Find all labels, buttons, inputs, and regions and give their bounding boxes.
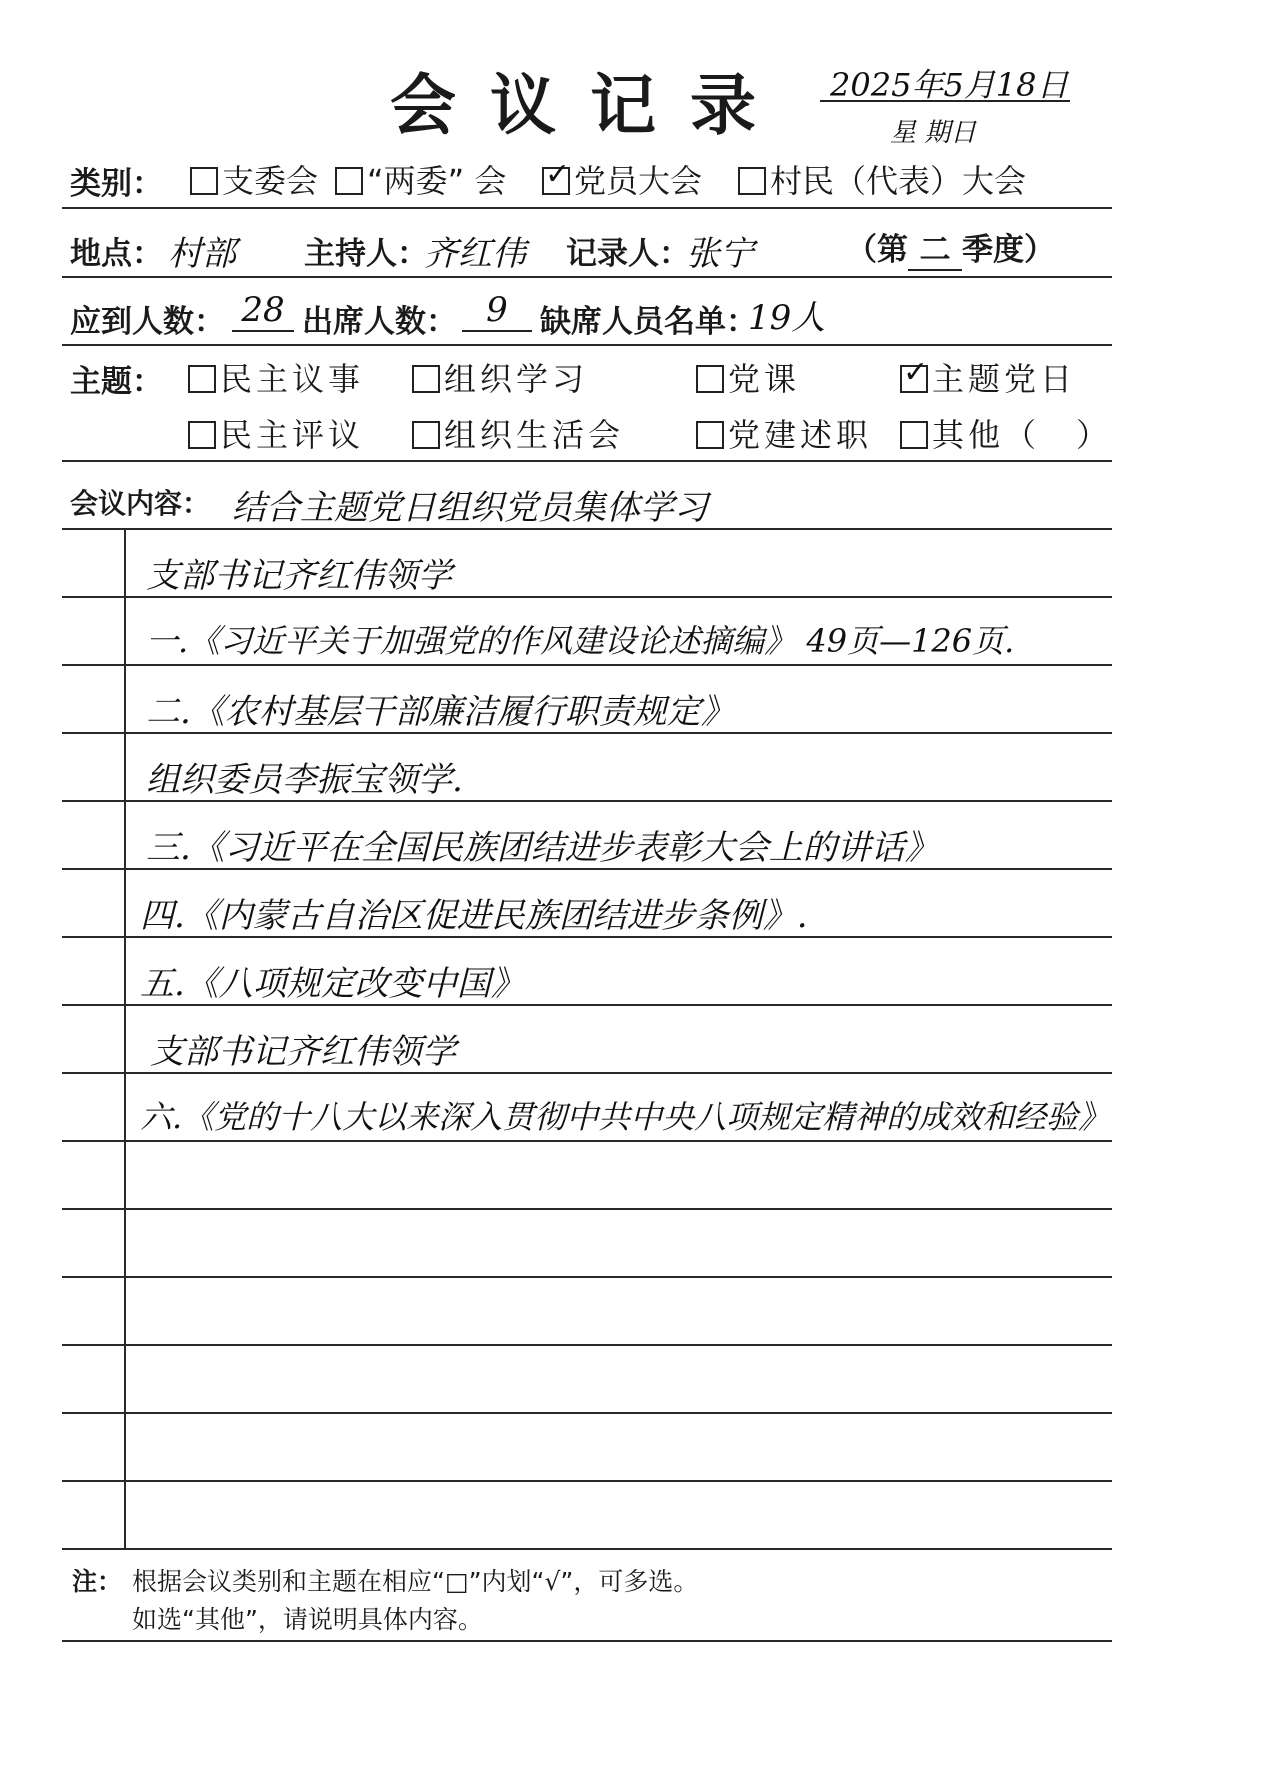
ruled-line (62, 1072, 1112, 1074)
checkbox-icon[interactable] (188, 365, 216, 393)
topic-label: 主题： (70, 364, 163, 400)
topic-option-1[interactable]: 民主议事 (188, 354, 364, 400)
ruled-line (62, 528, 1112, 530)
ruled-line (62, 596, 1112, 598)
expected-value: 28 (232, 290, 294, 332)
content-line: 支部书记齐红伟领学 (150, 1032, 456, 1072)
ruled-line (62, 732, 1112, 734)
checkbox-icon[interactable] (696, 365, 724, 393)
content-line: 结合主题党日组织党员集体学习 (232, 488, 708, 528)
row-divider (62, 207, 1112, 209)
checkbox-icon[interactable] (900, 421, 928, 449)
ruled-line (62, 1276, 1112, 1278)
absent-label: 缺席人员名单： (540, 304, 757, 340)
present-value: 9 (462, 290, 532, 332)
note-line-2: 如选“其他”，请说明具体内容。 (132, 1605, 483, 1634)
host-value: 齐红伟 (424, 234, 526, 274)
location-label: 地点： (70, 236, 163, 272)
category-row (70, 158, 163, 203)
checkbox-icon[interactable] (188, 421, 216, 449)
ruled-line (62, 1140, 1112, 1142)
category-option-2[interactable]: “两委” 会 (335, 156, 506, 202)
topic-option-4[interactable]: ✓ 主题党日 (900, 354, 1076, 400)
checkbox-icon[interactable] (696, 421, 724, 449)
content-line: 组织委员李振宝领学. (146, 760, 463, 800)
content-line: 五.《八项规定改变中国》 (140, 964, 525, 1004)
content-label: 会议内容： (70, 487, 211, 520)
checkbox-icon[interactable] (738, 167, 766, 195)
recorder-label: 记录人： (566, 236, 690, 272)
content-line: 二.《农村基层干部廉洁履行职责规定》 (146, 692, 735, 732)
ruled-line (62, 1344, 1112, 1346)
ruled-line (62, 800, 1112, 802)
present-label: 出席人数： (302, 304, 457, 340)
host-label: 主持人： (304, 236, 428, 272)
content-line: 四.《内蒙古自治区促进民族团结进步条例》. (140, 896, 808, 936)
margin-line (124, 530, 126, 1550)
ruled-line (62, 1480, 1112, 1482)
topic-option-2[interactable]: 组织学习 (412, 354, 588, 400)
content-line: 支部书记齐红伟领学 (146, 556, 452, 596)
checked-checkbox-icon[interactable] (542, 167, 570, 195)
category-option-4[interactable]: 村民（代表）大会 (738, 156, 1026, 202)
topic-option-3[interactable]: 党课 (696, 354, 800, 400)
expected-label: 应到人数： (70, 304, 225, 340)
category-option-3[interactable]: ✓ 党员大会 (542, 156, 702, 202)
checked-checkbox-icon[interactable] (900, 365, 928, 393)
checkbox-icon[interactable] (412, 365, 440, 393)
checkbox-icon[interactable] (412, 421, 440, 449)
meeting-weekday: 星 期日 (890, 118, 977, 148)
content-line: 六.《党的十八大以来深入贯彻中共中央八项规定精神的成效和经验》 (140, 1098, 1111, 1136)
recorder-value: 张宁 (686, 234, 754, 274)
meeting-date: 2025年5月18日 (830, 66, 1069, 104)
topic-option-8[interactable]: 其他（ ） (900, 410, 1112, 456)
ruled-line (62, 1412, 1112, 1414)
category-label: 类别： (70, 166, 163, 202)
note-line-1: 根据会议类别和主题在相应“□”内划“√”，可多选。 (132, 1567, 699, 1596)
checkbox-icon[interactable] (190, 167, 218, 195)
content-line: 三.《习近平在全国民族团结进步表彰大会上的讲话》 (146, 828, 939, 868)
ruled-line (62, 868, 1112, 870)
ruled-line (62, 936, 1112, 938)
absent-value: 19人 (748, 298, 826, 338)
ruled-line (62, 1548, 1112, 1550)
content-line: 一.《习近平关于加强党的作风建设论述摘编》 49页—126页. (146, 622, 1015, 660)
row-divider (62, 344, 1112, 346)
bottom-rule (62, 1640, 1112, 1642)
topic-option-5[interactable]: 民主评议 (188, 410, 364, 456)
ruled-line (62, 664, 1112, 666)
ruled-line (62, 1004, 1112, 1006)
row-divider (62, 276, 1112, 278)
checkbox-icon[interactable] (335, 167, 363, 195)
note-label: 注： (72, 1567, 123, 1596)
location-value: 村部 (168, 234, 236, 274)
page-title: 会议记录 (390, 66, 790, 144)
topic-option-6[interactable]: 组织生活会 (412, 410, 624, 456)
topic-option-7[interactable]: 党建述职 (696, 410, 872, 456)
row-divider (62, 460, 1112, 462)
date-underline (820, 100, 1070, 102)
category-option-1[interactable]: 支委会 (190, 156, 318, 202)
ruled-line (62, 1208, 1112, 1210)
quarter-field: （第 二 季度） (846, 224, 1055, 271)
